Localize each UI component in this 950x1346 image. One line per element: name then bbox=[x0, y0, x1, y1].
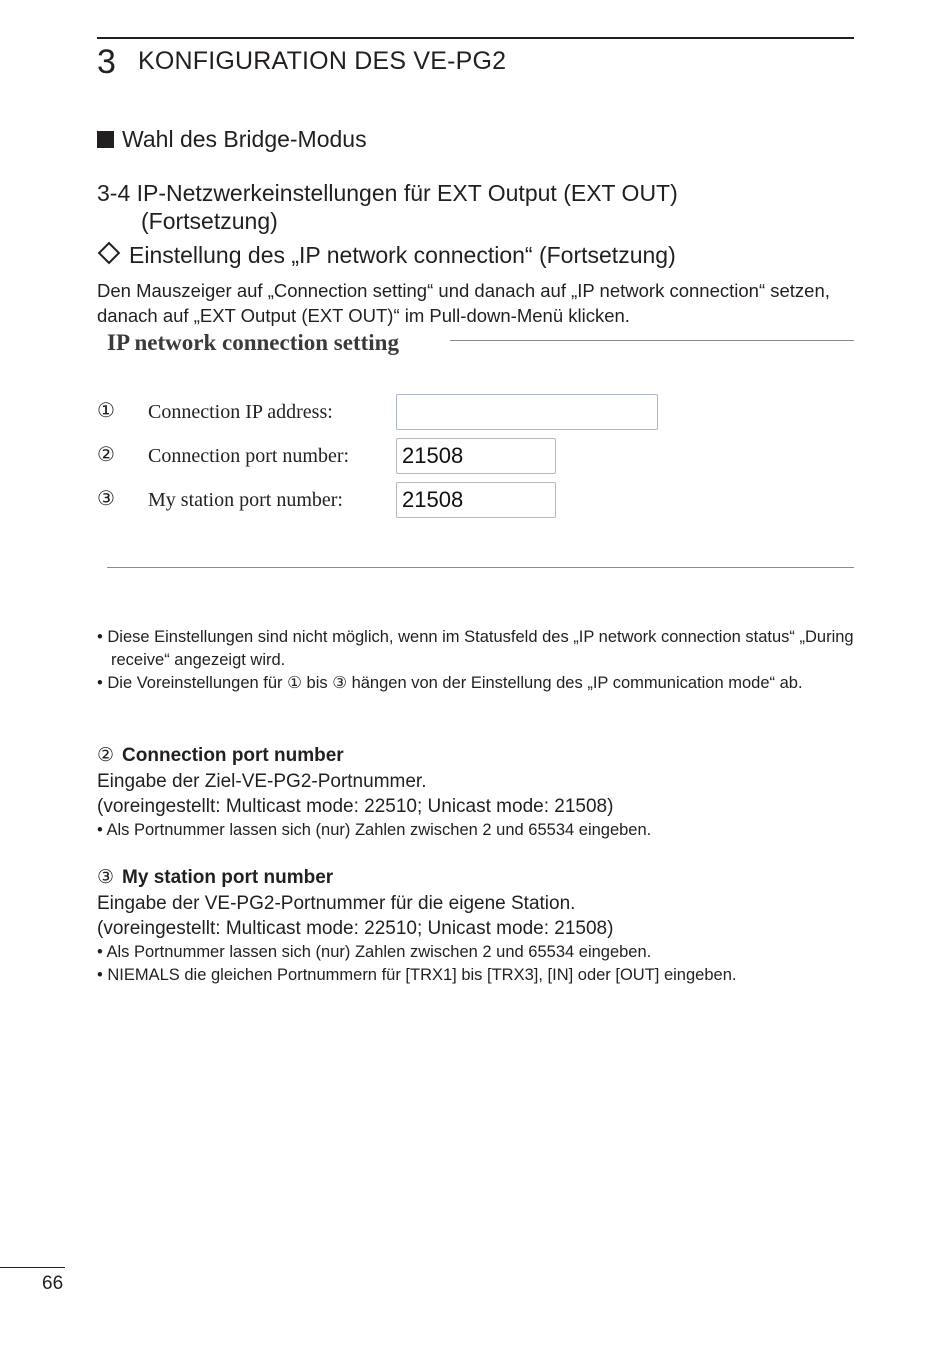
notes-list bbox=[97, 626, 857, 695]
note-item: • Die Voreinstellungen für ① bis ③ hängen von der Einstellung des „IP communication mode“ ab. bbox=[97, 674, 803, 692]
item-note: • Als Portnummer lassen sich (nur) Zahlen zwischen 2 und 65534 eingeben. bbox=[97, 943, 652, 961]
subsection-heading bbox=[97, 179, 678, 235]
item-text: Eingabe der VE-PG2-Portnummer für die eigene Station. bbox=[97, 893, 576, 914]
item-my-station-port-number bbox=[97, 864, 857, 987]
diamond-icon bbox=[98, 242, 121, 265]
header-rule bbox=[97, 37, 854, 39]
field-marker-1: ① bbox=[97, 398, 115, 422]
connection-ip-address-input[interactable] bbox=[396, 394, 658, 430]
procedure-title: Einstellung des „IP network connection“ (Fortsetzung) bbox=[129, 242, 676, 268]
chapter-number: 3 bbox=[97, 43, 116, 81]
procedure-intro: Den Mauszeiger auf „Connection setting“ und danach auf „IP network connection“ setzen, danach auf „EXT Output (EXT OUT)“ im Pull-down-Menü klicken. bbox=[97, 280, 830, 326]
black-square-icon bbox=[97, 131, 114, 148]
procedure-heading bbox=[97, 240, 676, 270]
page-number: 66 bbox=[42, 1273, 64, 1294]
item-marker: ② bbox=[97, 744, 115, 766]
connection-port-number-input[interactable] bbox=[396, 438, 556, 474]
item-heading bbox=[97, 864, 857, 891]
note-item: • Diese Einstellungen sind nicht möglich, wenn im Statusfeld des „IP network connection status“ „During receive“ angezeigt wird. bbox=[97, 628, 854, 669]
item-text: (voreingestellt: Multicast mode: 22510; Unicast mode: 21508) bbox=[97, 918, 614, 939]
subsection-title-line2: (Fortsetzung) bbox=[141, 208, 278, 234]
my-station-port-number-input[interactable] bbox=[396, 482, 556, 518]
item-title: My station port number bbox=[122, 867, 334, 888]
item-note: • NIEMALS die gleichen Portnummern für [TRX1] bis [TRX3], [IN] oder [OUT] eingeben. bbox=[97, 966, 737, 984]
my-station-port-number-label: My station port number: bbox=[148, 489, 343, 511]
item-note: • Als Portnummer lassen sich (nur) Zahlen zwischen 2 und 65534 eingeben. bbox=[97, 821, 652, 839]
item-heading bbox=[97, 742, 857, 769]
item-connection-port-number bbox=[97, 742, 857, 842]
connection-ip-address-label: Connection IP address: bbox=[148, 401, 333, 423]
settings-panel-rule-bottom bbox=[107, 567, 854, 568]
item-marker: ③ bbox=[97, 866, 115, 888]
subsection-title-line1: 3-4 IP-Netzwerkeinstellungen für EXT Output (EXT OUT) bbox=[97, 180, 678, 206]
item-text: (voreingestellt: Multicast mode: 22510; Unicast mode: 21508) bbox=[97, 796, 614, 817]
settings-panel-rule-top bbox=[450, 340, 854, 341]
item-text: Eingabe der Ziel-VE-PG2-Portnummer. bbox=[97, 771, 427, 792]
section-title: Wahl des Bridge-Modus bbox=[122, 126, 367, 152]
section-heading bbox=[97, 124, 367, 154]
item-title: Connection port number bbox=[122, 745, 344, 766]
footer-rule bbox=[0, 1267, 65, 1268]
chapter-title: KONFIGURATION DES VE-PG2 bbox=[138, 47, 507, 75]
settings-panel-title: IP network connection setting bbox=[107, 330, 399, 355]
field-marker-2: ② bbox=[97, 442, 115, 466]
field-marker-3: ③ bbox=[97, 486, 115, 510]
connection-port-number-label: Connection port number: bbox=[148, 445, 350, 467]
